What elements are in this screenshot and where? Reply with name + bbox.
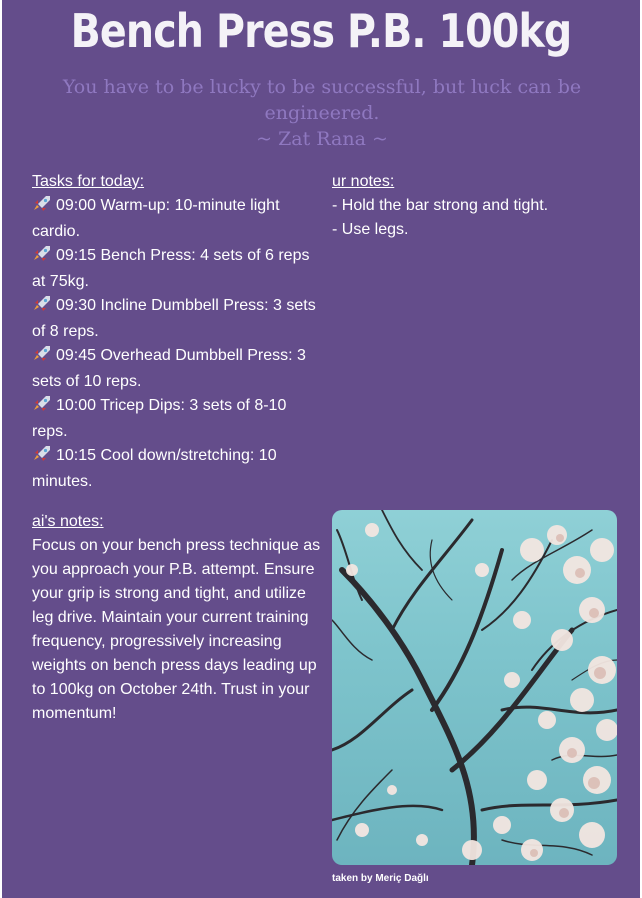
photo-credit: taken by Meriç Dağlı — [332, 873, 429, 884]
user-note-item: - Use legs. — [332, 221, 409, 238]
task-text: 09:15 Bench Press: 4 sets of 6 reps at 75kg. — [32, 247, 310, 290]
task-text: 09:00 Warm-up: 10-minute light cardio. — [32, 197, 280, 240]
task-item — [32, 194, 322, 244]
ai-notes-heading: ai's notes: — [32, 513, 104, 530]
rocket-icon — [32, 294, 52, 320]
rocket-icon — [32, 344, 52, 370]
task-item — [32, 294, 322, 344]
task-list — [32, 194, 322, 494]
task-text: 10:15 Cool down/stretching: 10 minutes. — [32, 447, 277, 490]
tasks-section — [32, 170, 322, 494]
task-item — [32, 394, 322, 444]
magnolia-tree-photo — [332, 510, 617, 865]
page — [2, 0, 640, 898]
quote — [62, 74, 582, 152]
tasks-heading: Tasks for today: — [32, 173, 145, 190]
task-text: 10:00 Tricep Dips: 3 sets of 8-10 reps. — [32, 397, 287, 440]
rocket-icon — [32, 194, 52, 220]
quote-author: ~ Zat Rana ~ — [256, 128, 388, 150]
task-item — [32, 344, 322, 394]
rocket-icon — [32, 394, 52, 420]
quote-text: You have to be lucky to be successful, but luck can be engineered. — [62, 76, 582, 124]
user-note-item: - Hold the bar strong and tight. — [332, 197, 549, 214]
task-item — [32, 444, 322, 494]
task-item — [32, 244, 322, 294]
ai-notes-section — [32, 510, 322, 726]
user-notes-section — [332, 170, 622, 242]
task-text: 09:45 Overhead Dumbbell Press: 3 sets of 10 reps. — [32, 347, 306, 390]
ai-notes-text: Focus on your bench press technique as you approach your P.B. attempt. Ensure your grip is strong and tight, and utilize leg drive. Maintain your current training frequency, progressively increasing weights on bench press days leading up to 100kg on October 24th. Trust in your momentum! — [32, 537, 321, 722]
tree-illustration — [332, 510, 617, 865]
rocket-icon — [32, 244, 52, 270]
rocket-icon — [32, 444, 52, 470]
user-notes-heading: ur notes: — [332, 173, 395, 190]
page-title: Bench Press P.B. 100kg — [70, 4, 572, 58]
task-text: 09:30 Incline Dumbbell Press: 3 sets of 8 reps. — [32, 297, 316, 340]
